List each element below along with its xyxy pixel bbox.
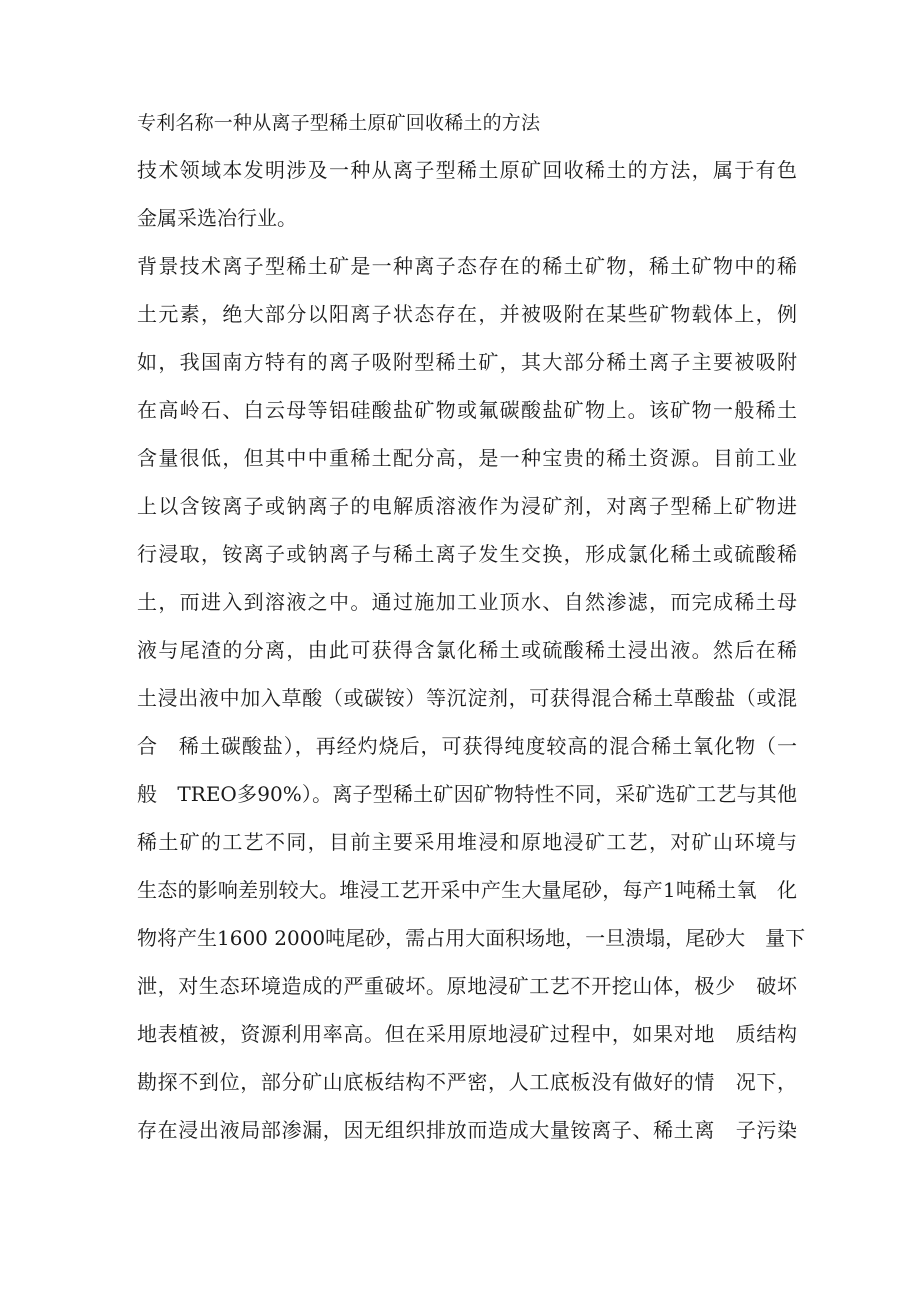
text-line: 勘探不到位，部分矿山底板结构不严密，人工底板没有做好的情 况下，: [137, 1070, 797, 1094]
text-line: 行浸取，铵离子或钠离子与稀土离子发生交换，形成氯化稀土或硫酸稀: [137, 542, 797, 566]
text-line: 土元素，绝大部分以阳离子状态存在，并被吸附在某些矿物载体上，例: [137, 302, 797, 326]
text-line: 物将产生1600 2000吨尾砂，需占用大面积场地，一旦溃塌，尾砂大 量下: [137, 926, 806, 950]
text-line: 合 稀土碳酸盐），再经灼烧后，可获得纯度较高的混合稀土氧化物（一: [137, 734, 797, 758]
text-line: 生态的影响差别较大。堆浸工艺开采中产生大量尾砂，每产1吨稀土氧 化: [137, 878, 797, 902]
text-line: 地表植被，资源利用率高。但在采用原地浸矿过程中，如果对地 质结构: [137, 1022, 797, 1046]
text-line: 存在浸出液局部渗漏，因无组织排放而造成大量铵离子、稀土离 子污染: [137, 1118, 797, 1142]
text-line: 如，我国南方特有的离子吸附型稀土矿，其大部分稀土离子主要被吸附: [137, 350, 797, 374]
text-line: 泄，对生态环境造成的严重破坏。原地浸矿工艺不开挖山体，极少 破坏: [137, 974, 797, 998]
text-line: 上以含铵离子或钠离子的电解质溶液作为浸矿剂，对离子型稀上矿物进: [137, 494, 797, 518]
text-line: 背景技术离子型稀土矿是一种离子态存在的稀土矿物，稀土矿物中的稀: [137, 254, 797, 278]
text-line: 土浸出液中加入草酸（或碳铵）等沉淀剂，可获得混合稀土草酸盐（或混: [137, 686, 797, 710]
text-line: 含量很低，但其中中重稀土配分高，是一种宝贵的稀土资源。目前工业: [137, 446, 797, 470]
patent-title: 专利名称一种从离子型稀土原矿回收稀土的方法: [137, 112, 541, 134]
text-line: 稀土矿的工艺不同，目前主要采用堆浸和原地浸矿工艺，对矿山环境与: [137, 830, 797, 854]
paragraph-background: [137, 242, 806, 1154]
text-line: 金属采选冶行业。: [137, 206, 297, 230]
text-line: 液与尾渣的分离，由此可获得含氯化稀土或硫酸稀土浸出液。然后在稀: [137, 638, 797, 662]
text-line: 般 TREO多90%）。离子型稀土矿因矿物特性不同，采矿选矿工艺与其他: [137, 782, 797, 806]
text-line: 在高岭石、白云母等铝硅酸盐矿物或氟碳酸盐矿物上。该矿物一般稀土: [137, 398, 797, 422]
text-line: 土，而进入到溶液之中。通过施加工业顶水、自然渗滤，而完成稀土母: [137, 590, 797, 614]
paragraph-technical-field: [137, 146, 797, 242]
text-line: 技术领域本发明涉及一种从离子型稀土原矿回收稀土的方法，属于有色: [137, 158, 797, 182]
